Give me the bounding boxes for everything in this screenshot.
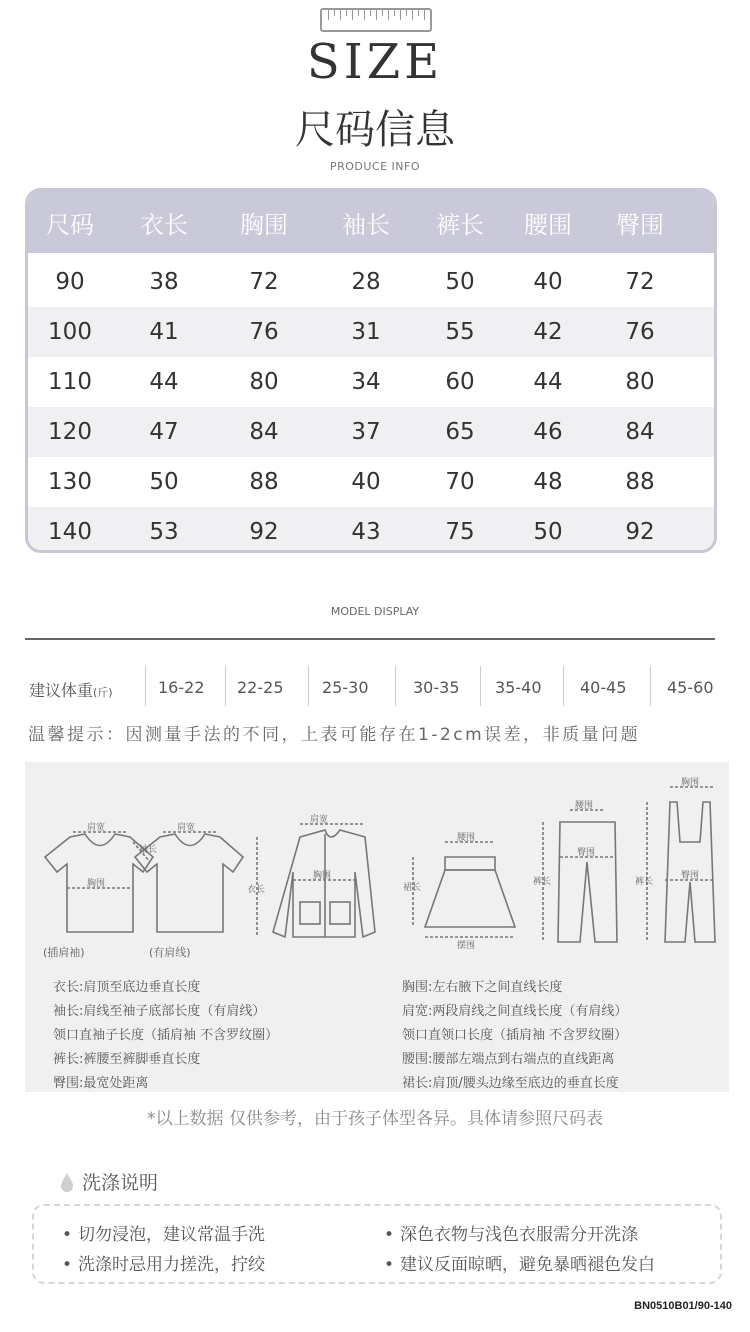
size-heading: SIZE xyxy=(306,34,444,90)
weight-divider xyxy=(395,666,396,706)
ruler-tick xyxy=(406,10,407,16)
column-header: 腰围 xyxy=(524,210,572,239)
disclaimer: *以上数据 仅供参考，由于孩子体型各异。具体请参照尺码表 xyxy=(147,1109,603,1129)
table-cell: 50 xyxy=(149,469,179,495)
table-cell: 72 xyxy=(249,269,279,295)
table-row xyxy=(28,507,714,553)
table-cell: 72 xyxy=(625,269,655,295)
weight-divider xyxy=(225,666,226,706)
label-waist-4: 腰围 xyxy=(457,833,476,843)
table-cell: 80 xyxy=(249,369,279,395)
table-cell: 50 xyxy=(445,269,475,295)
wash-item: • 建议反面晾晒，避免暴晒褪色发白 xyxy=(384,1255,656,1275)
table-header xyxy=(28,191,714,253)
label-chest-1: 胸围 xyxy=(87,879,106,889)
weight-value: 16-22 xyxy=(158,678,205,697)
label-shoulder-1: 肩宽 xyxy=(87,823,106,833)
table-cell: 80 xyxy=(625,369,655,395)
table-cell: 88 xyxy=(625,469,655,495)
ruler-tick xyxy=(424,10,425,20)
table-cell: 76 xyxy=(625,319,655,345)
wash-item: • 洗涤时忌用力搓洗，拧绞 xyxy=(62,1255,266,1275)
weight-value: 35-40 xyxy=(495,678,542,697)
divider xyxy=(25,638,715,640)
measurement-note: 肩宽:两段肩线之间直线长度（有肩线） xyxy=(402,1004,628,1019)
table-cell: 48 xyxy=(533,469,563,495)
table-row xyxy=(28,407,714,457)
ruler-tick xyxy=(352,10,353,20)
label-chest-3: 胸围 xyxy=(313,871,332,881)
table-cell: 46 xyxy=(533,419,563,445)
label-pants-length-5: 裤长 xyxy=(533,877,552,887)
ruler-tick xyxy=(394,10,395,16)
table-cell: 40 xyxy=(533,269,563,295)
table-cell: 76 xyxy=(249,319,279,345)
weight-divider xyxy=(308,666,309,706)
notes-right xyxy=(402,976,627,1096)
ruler-tick xyxy=(364,10,365,20)
table-cell: 90 xyxy=(55,269,85,295)
table-cell: 50 xyxy=(533,519,563,545)
column-header: 袖长 xyxy=(342,210,390,239)
ruler-tick xyxy=(382,10,383,16)
table-cell: 42 xyxy=(533,319,563,345)
product-code: BN0510B01/90-140 xyxy=(634,1300,732,1312)
label-skirt-length-4: 裙长 xyxy=(403,883,422,893)
column-header: 裤长 xyxy=(436,210,484,239)
ruler-tick xyxy=(340,10,341,20)
table-cell: 55 xyxy=(445,319,475,345)
label-pants-length-6: 裤长 xyxy=(635,877,654,887)
table-row xyxy=(28,357,714,407)
table-cell: 60 xyxy=(445,369,475,395)
table-cell: 140 xyxy=(48,519,92,545)
weight-value: 45-60 xyxy=(667,678,714,697)
table-cell: 100 xyxy=(48,319,92,345)
label-shoulder-3: 肩宽 xyxy=(310,815,329,825)
table-cell: 28 xyxy=(351,269,381,295)
table-cell: 37 xyxy=(351,419,381,445)
table-cell: 92 xyxy=(625,519,655,545)
weight-value: 22-25 xyxy=(237,678,284,697)
table-cell: 120 xyxy=(48,419,92,445)
measurement-note: 领口直袖子长度（插肩袖 不含罗纹圈） xyxy=(53,1028,279,1043)
measurement-note: 腰围:腰部左端点到右端点的直线距离 xyxy=(402,1052,615,1067)
weight-label: 建议体重(斤) xyxy=(29,681,113,700)
tip-text: 温馨提示：因测量手法的不同，上表可能存在1-2cm误差，非质量问题 xyxy=(28,725,641,745)
measurement-note: 领口直领口长度（插肩袖 不含罗纹圈） xyxy=(402,1028,628,1043)
weight-divider xyxy=(650,666,651,706)
column-header: 胸围 xyxy=(240,210,288,239)
table-cell: 31 xyxy=(351,319,381,345)
table-cell: 70 xyxy=(445,469,475,495)
ruler-tick xyxy=(376,10,377,20)
measurement-note: 臀围:最宽处距离 xyxy=(53,1076,149,1091)
table-cell: 92 xyxy=(249,519,279,545)
table-row xyxy=(28,257,714,307)
column-header: 臀围 xyxy=(616,210,664,239)
label-sleeve-1: 袖长 xyxy=(139,845,158,855)
model-display-title: MODEL DISPLAY xyxy=(330,605,420,618)
caption-shoulder-seam: (有肩线) xyxy=(149,946,191,959)
page-title: 尺码信息 xyxy=(295,107,455,153)
column-header: 尺码 xyxy=(46,210,94,239)
column-header: 衣长 xyxy=(140,210,188,239)
table-cell: 84 xyxy=(249,419,279,445)
water-drop-icon xyxy=(60,1172,74,1192)
skirt-waist-icon xyxy=(445,857,495,870)
table-cell: 130 xyxy=(48,469,92,495)
ruler-tick xyxy=(412,10,413,20)
measurement-note: 袖长:肩线至袖子底部长度（有肩线） xyxy=(53,1004,266,1019)
measurement-guide xyxy=(25,762,729,1092)
measurement-note: 裤长:裤腰至裤脚垂直长度 xyxy=(53,1052,201,1067)
weight-divider xyxy=(480,666,481,706)
table-cell: 44 xyxy=(149,369,179,395)
ruler-tick xyxy=(418,10,419,16)
table-cell: 40 xyxy=(351,469,381,495)
weight-value: 30-35 xyxy=(413,678,460,697)
label-waist-5: 腰围 xyxy=(575,801,594,811)
pants-icon xyxy=(558,822,617,942)
measurement-note: 胸围:左右腋下之间直线长度 xyxy=(402,980,563,995)
table-cell: 41 xyxy=(149,319,179,345)
weight-value: 40-45 xyxy=(580,678,627,697)
table-cell: 47 xyxy=(149,419,179,445)
wash-instructions xyxy=(32,1204,722,1284)
weight-row xyxy=(25,662,725,708)
table-cell: 53 xyxy=(149,519,179,545)
table-cell: 43 xyxy=(351,519,381,545)
ruler-tick xyxy=(400,10,401,20)
ruler-tick xyxy=(388,10,389,20)
wash-item: • 切勿浸泡，建议常温手洗 xyxy=(62,1225,266,1245)
table-cell: 88 xyxy=(249,469,279,495)
wash-heading xyxy=(60,1168,158,1195)
table-cell: 84 xyxy=(625,419,655,445)
size-table xyxy=(25,188,717,553)
label-hip-5: 臀围 xyxy=(577,848,596,858)
label-hem-4: 摆围 xyxy=(457,941,476,951)
ruler-tick xyxy=(334,10,335,16)
label-chest-6: 胸围 xyxy=(681,778,700,788)
label-length-3: 衣长 xyxy=(247,885,266,895)
wash-item: • 深色衣物与浅色衣服需分开洗涤 xyxy=(384,1225,639,1245)
page-subtitle: PRODUCE INFO xyxy=(329,160,421,173)
table-row xyxy=(28,457,714,507)
measurement-note: 衣长:肩顶至底边垂直长度 xyxy=(53,980,201,995)
measurement-note: 裙长:肩顶/腰头边缘至底边的垂直长度 xyxy=(402,1076,619,1091)
table-cell: 44 xyxy=(533,369,563,395)
table-row xyxy=(28,307,714,357)
ruler-tick xyxy=(328,10,329,20)
jacket-icon xyxy=(273,830,375,937)
label-shoulder-2: 肩宽 xyxy=(177,823,196,833)
label-hip-6: 臀围 xyxy=(681,871,700,881)
ruler-tick xyxy=(370,10,371,16)
notes-left xyxy=(53,976,278,1096)
wash-title: 洗涤说明 xyxy=(82,1172,159,1194)
caption-raglan: (插肩袖) xyxy=(43,946,85,959)
table-cell: 75 xyxy=(445,519,475,545)
weight-divider xyxy=(145,666,146,706)
table-cell: 65 xyxy=(445,419,475,445)
table-cell: 38 xyxy=(149,269,179,295)
weight-value: 25-30 xyxy=(322,678,369,697)
ruler-tick xyxy=(358,10,359,16)
ruler-icon xyxy=(320,8,432,32)
ruler-tick xyxy=(346,10,347,16)
table-cell: 34 xyxy=(351,369,381,395)
skirt-icon xyxy=(425,870,515,927)
table-cell: 110 xyxy=(48,369,92,395)
ruler-tick xyxy=(430,10,431,16)
weight-divider xyxy=(563,666,564,706)
